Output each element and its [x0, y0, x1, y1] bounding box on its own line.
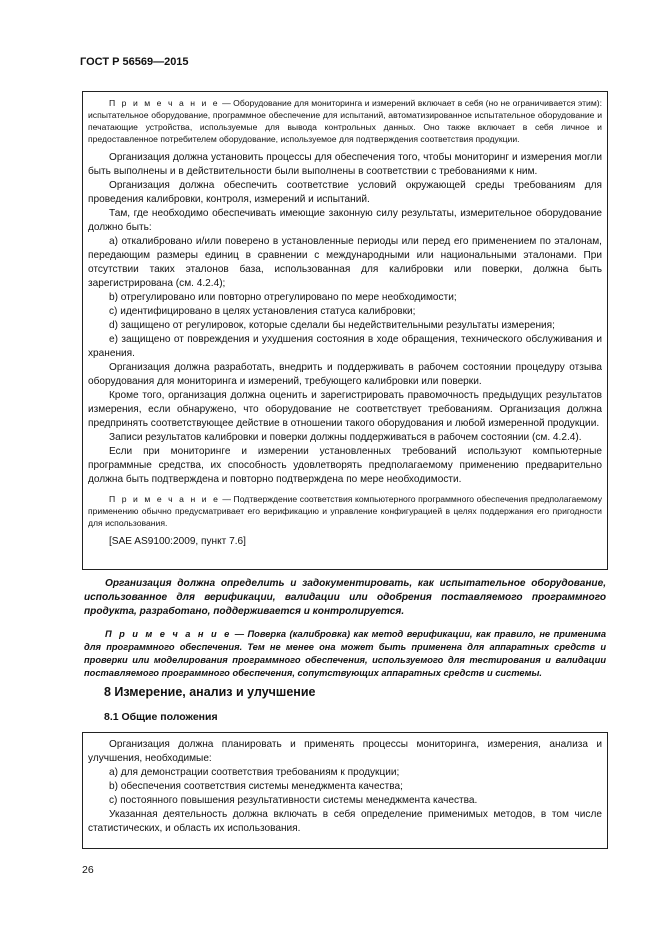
paragraph: Организация должна установить процессы для обеспечения того, чтобы мониторинг и измерения могли быть выполнены и в действительности были выполнены в соответствии с требованиями к ним.: [88, 152, 602, 177]
paragraph: Организация должна разработать, внедрить и поддерживать в рабочем состоянии процедуру отзыва оборудования для мониторинга и измерений, требующего калибровки или поверки.: [88, 362, 602, 387]
paragraph: Кроме того, организация должна оценить и зарегистрировать правомочность предыдущих результатов измерения, если обнаружено, что оборудование не соответствует требованиям. Организация должна предпринять соответствующее действие в отношении такого оборудования и любой измеренной продукции.: [88, 390, 602, 429]
page-number: 26: [82, 864, 94, 876]
supplement-block: [84, 577, 606, 680]
note-text: — Поверка (калибровка) как метод верификации, как правило, не применима для программного обеспечения. Тем не менее она может быть применена для аппаратных средств и проверки или моделирования программного обеспечения, используемого для тестирования и валидации поставляемого программного обеспечения, сопутствующих аппаратных средств и системы.: [84, 629, 606, 678]
bold-italic-paragraph: Организация должна определить и задокументировать, как испытательное оборудование, использованное для верификации, валидации или одобрения поставляемого программного продукта, разработано, поддерживается и контролируется.: [84, 578, 606, 617]
list-item: a) откалибровано и/или поверено в установленные периоды или перед его применением по эталонам, передающим размеры единиц в сравнении с международными или национальными эталонами. При отсутствии таких эталонов база, использованная для калибровки или поверки, должна быть зарегистрирована (см. 4.2.4);: [88, 236, 602, 289]
document-code: ГОСТ Р 56569—2015: [80, 56, 189, 68]
boxed-text-block: [82, 91, 608, 570]
bold-italic-note: [84, 628, 606, 680]
list-item: a) для демонстрации соответствия требованиям к продукции;: [109, 767, 400, 778]
note: [88, 493, 602, 529]
list-item: d) защищено от регулировок, которые сделали бы недействительными результаты измерения;: [109, 320, 555, 331]
paragraph: Организация должна планировать и применять процессы мониторинга, измерения, анализа и улучшения, необходимые:: [88, 739, 602, 764]
list-item: b) обеспечения соответствия системы менеджмента качества;: [109, 781, 403, 792]
note-text: — Подтверждение соответствия компьютерного программного обеспечения предполагаемому применению обычно предусматривает его верификацию и управление конфигурацией в целях поддержания его пригодности для использования.: [88, 494, 603, 528]
note-text: — Оборудование для мониторинга и измерений включает в себя (но не ограничивается этим): испытательное оборудование, программное обеспечение для испытаний, автоматизированное испытательное оборудование и печатающие устройства, используемые для вывода контрольных данных. Оно также включает в себя личное и предоставленное потребителем оборудование, используемое для подтверждения соответствия продукции.: [88, 98, 603, 144]
paragraph: Записи результатов калибровки и поверки должны поддерживаться в рабочем состоянии (см. 4.2.4).: [109, 432, 582, 443]
reference-citation: [SAE AS9100:2009, пункт 7.6]: [109, 536, 246, 547]
list-item: c) постоянного повышения результативности системы менеджмента качества.: [109, 795, 478, 806]
list-item: c) идентифицировано в целях установления статуса калибровки;: [109, 306, 416, 317]
paragraph: Если при мониторинге и измерении установленных требований используют компьютерные программные средства, их способность удовлетворять предполагаемому применению предварительно должна быть подтверждена и повторно подтверждена по мере необходимости.: [88, 446, 602, 485]
subsection-heading: 8.1 Общие положения: [104, 711, 218, 723]
paragraph: Организация должна обеспечить соответствие условий окружающей среды требованиям для проведения калибровки, контроля, измерений и испытаний.: [88, 180, 602, 205]
paragraph: Указанная деятельность должна включать в себя определение применимых методов, в том числе статистических, и область их использования.: [88, 809, 602, 834]
section-heading: 8 Измерение, анализ и улучшение: [104, 685, 316, 699]
list-item: b) отрегулировано или повторно отрегулировано по мере необходимости;: [109, 292, 457, 303]
note-label: П р и м е ч а н и е: [105, 629, 232, 639]
note: [88, 97, 602, 145]
list-item: e) защищено от повреждения и ухудшения состояния в ходе обращения, технического обслуживания и хранения.: [88, 334, 602, 359]
note-label: П р и м е ч а н и е: [109, 98, 220, 108]
paragraph: Там, где необходимо обеспечивать имеющие законную силу результаты, измерительное оборудование должно быть:: [88, 208, 602, 233]
boxed-text-block: [82, 732, 608, 849]
note-label: П р и м е ч а н и е: [109, 494, 220, 504]
